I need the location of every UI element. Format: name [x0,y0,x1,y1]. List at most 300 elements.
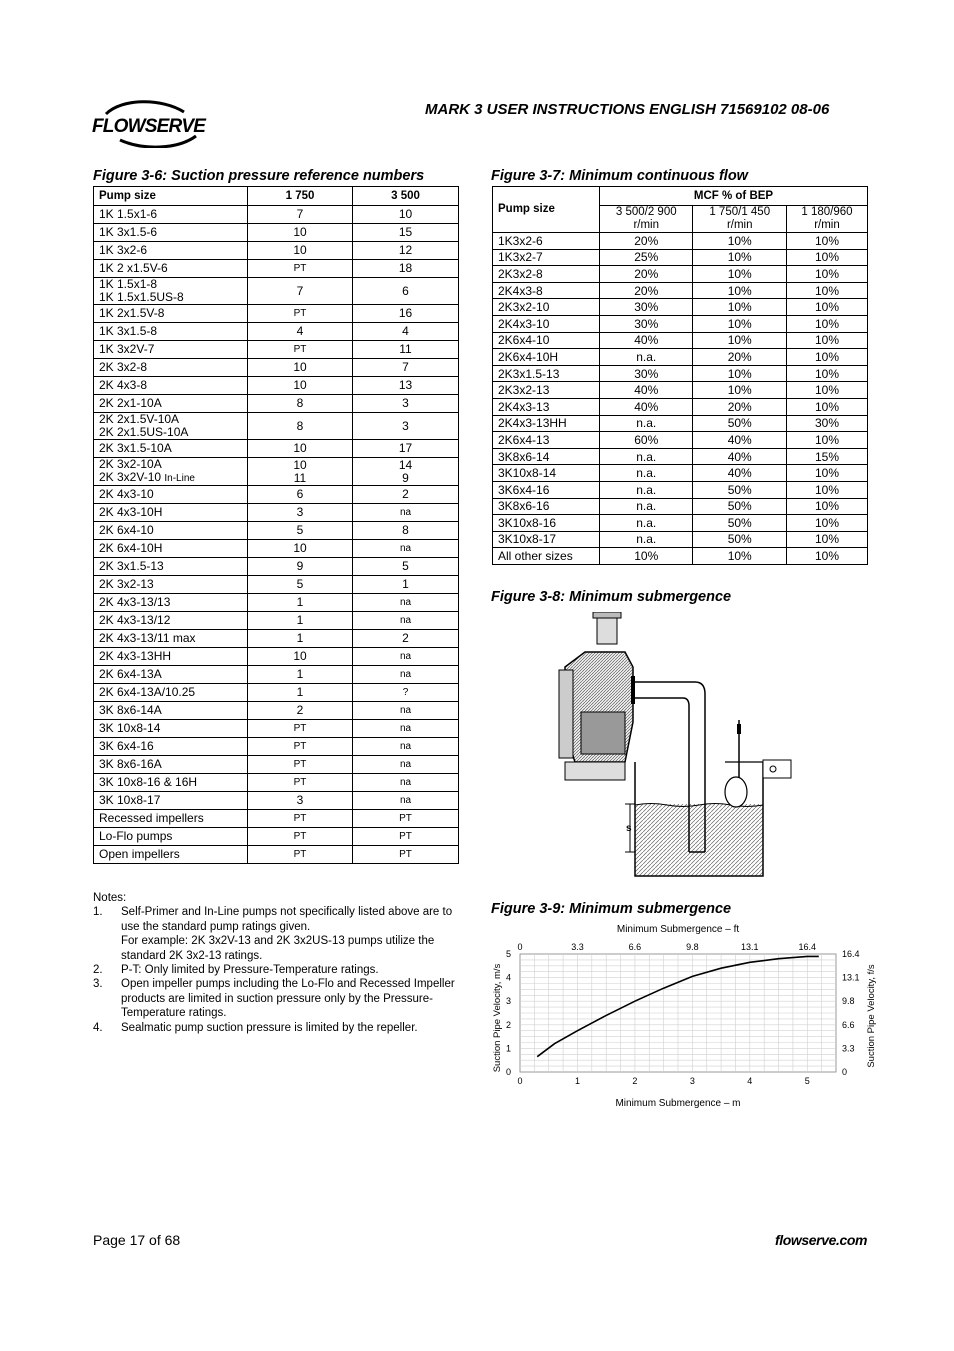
table-row [94,224,459,242]
cell-pump-size: 2K3x1.5-13 [493,365,600,382]
cell-3500 [353,666,459,684]
cell-mcf-value: 50% [693,515,786,532]
pump-size-text: 2K 4x3-10H [99,505,163,519]
table-row [493,233,868,250]
pump-size-text-2: 1K 1.5x1.5US-8 [99,290,184,304]
pump-size-text: Open impellers [99,847,180,861]
pump-size-text: 2K 4x3-13/12 [99,613,171,627]
cell-1750 [248,224,353,242]
pump-size-text: 2K 4x3-8 [99,378,148,392]
note-text: For example: 2K 3x2V-13 and 2K 3x2US-13 pumps utilize the standard 2K 3x2-13 ratings. [121,935,435,962]
cell-mcf-value: 30% [600,365,693,382]
cell-pump-size [94,395,248,413]
table-row [94,504,459,522]
cell-pump-size [94,756,248,774]
cell-pump-size [94,458,248,486]
table-row [94,612,459,630]
pump-size-text: 1K 3x1.5-8 [99,324,158,338]
cell-mcf-value: 30% [600,299,693,316]
cell-mcf-value: 10% [786,249,867,266]
cell-1750 [248,522,353,540]
cell-1750 [248,612,353,630]
pump-size-text: 2K 2x1-10A [99,396,162,410]
cell-3500 [353,458,459,486]
x-tick-label: 1 [574,1076,580,1086]
cell-value: na [399,615,412,626]
cell-value: 10 [293,360,307,374]
cell-value: 14 [398,457,413,472]
pump-size-text: 2K 6x4-13A [99,667,162,681]
cell-1750 [248,594,353,612]
cell-value: 6 [402,283,409,298]
notes-block [93,891,465,1035]
note-number: 3. [93,978,103,991]
cell-value: PT [293,723,307,734]
cell-3500 [353,594,459,612]
cell-1750 [248,458,353,486]
pump-size-text: 2K 4x3-13/13 [99,595,171,609]
cell-3500 [353,504,459,522]
page-number: Page 17 of 68 [93,1232,181,1248]
cell-1750 [248,774,353,792]
cell-1750 [248,323,353,341]
cell-pump-size: 2K4x3-13 [493,398,600,415]
table-row [94,630,459,648]
cell-value: PT [293,344,307,355]
cell-3500 [353,810,459,828]
cell-value: PT [293,849,307,860]
cell-pump-size: 3K8x6-14 [493,448,600,465]
logo-wordmark: FLOWSERVE [92,116,206,137]
y-tick-label: 3 [506,996,512,1007]
cell-pump-size [94,792,248,810]
cell-pump-size: 2K3x2-13 [493,382,600,399]
table-row [94,594,459,612]
cell-3500 [353,648,459,666]
cell-1750 [248,260,353,278]
cell-mcf-value: 10% [693,266,786,283]
cell-value: 8 [402,523,409,537]
pump-size-text: 1K 1.5x1-6 [99,207,158,221]
pump-body [559,612,633,780]
cell-pump-size: 3K10x8-17 [493,531,600,548]
cell-pump-size [94,242,248,260]
table-row [493,481,868,498]
note-number: 4. [93,1021,103,1034]
cell-value: 5 [296,523,304,537]
pump-size-text: 2K 2x1.5V-10A [99,412,180,426]
cell-mcf-value: 60% [600,432,693,449]
speed-label: 1 180/960 [801,206,853,218]
cell-pump-size [94,576,248,594]
cell-mcf-value: 10% [786,548,867,565]
cell-3500 [353,558,459,576]
y-axis-label: Suction Pipe Velocity, m/s [492,963,503,1073]
cell-mcf-value: 20% [600,233,693,250]
cell-pump-size: 2K6x4-10H [493,349,600,366]
cell-3500 [353,828,459,846]
cell-value: 7 [296,207,304,221]
tank [635,762,763,876]
cell-value: 11 [399,342,412,356]
submergence-diagram [555,612,825,882]
cell-mcf-value: 50% [693,531,786,548]
cell-value: 3 [296,793,304,807]
cell-mcf-value: 25% [600,249,693,266]
figure-3-8-title: Figure 3-8: Minimum submergence [491,589,732,605]
cell-value: 7 [402,360,409,374]
cell-value: 10 [293,457,307,472]
top-tick-label: 13.1 [741,942,759,952]
cell-3500 [353,341,459,359]
cell-pump-size [94,630,248,648]
cell-mcf-value: 10% [600,548,693,565]
cell-mcf-value: n.a. [600,465,693,482]
cell-pump-size: 2K4x3-13HH [493,415,600,432]
cell-value: 17 [398,441,413,455]
cell-3500 [353,846,459,864]
cell-pump-size: 3K10x8-16 [493,515,600,532]
cell-3500 [353,242,459,260]
cell-pump-size: 1K3x2-7 [493,249,600,266]
cell-value: na [399,723,412,734]
table-row [493,315,868,332]
cell-1750 [248,810,353,828]
pump-size-text: 1K 2x1.5V-8 [99,306,165,320]
cell-1750 [248,206,353,224]
cell-value: na [399,597,412,608]
chart-grid [520,954,836,1072]
cell-value: 9 [296,559,304,573]
cell-mcf-value: 20% [693,398,786,415]
document-header-title: MARK 3 USER INSTRUCTIONS ENGLISH 71569102 08-06 [425,101,830,118]
pump-size-text: 1K 3x2-6 [99,243,148,257]
col-header-speed [786,206,867,233]
cell-mcf-value: 50% [693,481,786,498]
pump-size-text: 3K 10x8-16 & 16H [99,775,198,789]
cell-mcf-value: 10% [786,398,867,415]
right-tick-label: 13.1 [842,972,860,983]
table-row [493,415,868,432]
note-text: P-T: Only limited by Pressure-Temperature ratings. [121,964,379,977]
col-header-3500: 3 500 [353,187,459,206]
pump-size-text: 1K 3x2V-7 [99,342,155,356]
top-tick-label: 16.4 [798,942,817,952]
cell-pump-size [94,540,248,558]
table-row [94,846,459,864]
table-row [94,413,459,440]
cell-pump-size [94,810,248,828]
right-tick-label: 16.4 [842,949,860,959]
footer-website: flowserve.com [775,1232,868,1248]
pump-size-text: 1K 3x1.5-6 [99,225,158,239]
cell-pump-size [94,260,248,278]
table-header-row [493,187,868,206]
cell-value: na [399,795,412,806]
cell-3500 [353,278,459,305]
table-row [94,774,459,792]
table-row [94,720,459,738]
cell-value: na [399,705,412,716]
cell-value: na [399,543,412,554]
note-text: Open impeller pumps including the Lo-Flo and Recessed Impeller products are limited in suction pressure only by the Pressure-Temperature ratings. [121,978,455,1020]
cell-value: ? [402,687,409,698]
cell-mcf-value: 10% [786,498,867,515]
table-row [94,810,459,828]
cell-value: 1 [296,685,304,699]
cell-1750 [248,576,353,594]
cell-1750 [248,630,353,648]
cell-mcf-value: 10% [786,432,867,449]
minimum-flow-table-body [493,233,868,565]
cell-1750 [248,395,353,413]
cell-pump-size [94,413,248,440]
cell-pump-size [94,377,248,395]
cell-1750 [248,540,353,558]
float-switch [725,720,791,807]
cell-value: 3 [402,396,409,410]
cell-pump-size [94,774,248,792]
cell-pump-size [94,828,248,846]
table-row [94,756,459,774]
cell-mcf-value: 10% [693,282,786,299]
table-row [493,249,868,266]
pump-size-text: 2K 6x4-10H [99,541,163,555]
table-row [94,377,459,395]
cell-value: 10 [293,441,307,455]
pump-size-text: 3K 10x8-14 [99,721,161,735]
cell-mcf-value: 40% [693,448,786,465]
cell-1750 [248,341,353,359]
cell-1750 [248,648,353,666]
cell-3500 [353,738,459,756]
table-row [94,522,459,540]
note-item [93,963,465,977]
cell-value: na [399,651,412,662]
table-row [94,458,459,486]
pump-size-text: 3K 6x4-16 [99,739,154,753]
cell-value: na [399,669,412,680]
cell-3500 [353,413,459,440]
right-tick-label: 9.8 [842,996,855,1007]
cell-mcf-value: 20% [693,349,786,366]
pump-size-text: 2K 3x2-10A [99,457,162,471]
cell-1750 [248,684,353,702]
cell-pump-size [94,323,248,341]
table-row [94,738,459,756]
note-text: Self-Primer and In-Line pumps not specifically listed above are to use the standard pump ratings given. [121,906,453,933]
cell-value: 1 [296,631,304,645]
note-number: 2. [93,964,103,977]
cell-value: 1 [296,613,304,627]
figure-3-6-title: Figure 3-6: Suction pressure reference numbers [93,168,425,184]
pump-size-text: 2K 3x2-8 [99,360,148,374]
cell-value: 3 [402,418,409,433]
y-tick-label: 2 [506,1019,512,1030]
cell-value: PT [399,849,412,860]
table-row [94,323,459,341]
cell-pump-size: 3K10x8-14 [493,465,600,482]
table-row [493,382,868,399]
cell-mcf-value: 15% [786,448,867,465]
cell-value: 2 [296,703,304,717]
cell-mcf-value: 20% [600,282,693,299]
cell-value: 5 [296,577,304,591]
cell-3500 [353,540,459,558]
cell-mcf-value: 10% [693,365,786,382]
cell-3500 [353,260,459,278]
cell-mcf-value: 10% [693,382,786,399]
x-tick-label: 4 [747,1076,753,1086]
table-row [493,349,868,366]
pump-size-text: 3K 10x8-17 [99,793,161,807]
cell-value: 1 [402,577,409,591]
cell-3500 [353,323,459,341]
table-row [493,515,868,532]
cell-3500 [353,684,459,702]
speed-unit: r/min [814,219,840,231]
cell-mcf-value: 40% [693,465,786,482]
cell-mcf-value: n.a. [600,448,693,465]
table-row [94,278,459,305]
x-tick-label: 2 [632,1076,638,1086]
col-header-pump-size: Pump size [493,187,600,233]
table-row [94,206,459,224]
cell-pump-size [94,206,248,224]
pump-size-text: Lo-Flo pumps [99,829,173,843]
cell-pump-size [94,278,248,305]
cell-mcf-value: 20% [600,266,693,283]
pump-size-text: 2K 6x4-10 [99,523,154,537]
cell-value-2: 9 [402,470,409,485]
top-tick-label: 3.3 [571,942,584,952]
cell-mcf-value: 10% [786,332,867,349]
cell-1750 [248,702,353,720]
minimum-flow-table [492,186,868,565]
cell-3500 [353,206,459,224]
table-row [493,398,868,415]
pump-size-text: 2K 6x4-13A/10.25 [99,685,196,699]
cell-3500 [353,522,459,540]
cell-3500 [353,395,459,413]
speed-unit: r/min [726,219,753,231]
cell-1750 [248,828,353,846]
suction-pressure-table-body [94,206,459,864]
cell-mcf-value: 10% [786,266,867,283]
right-tick-label: 3.3 [842,1043,855,1054]
cell-mcf-value: n.a. [600,531,693,548]
note-number: 1. [93,906,103,919]
cell-mcf-value: 40% [600,398,693,415]
cell-value: na [399,759,412,770]
table-row [94,828,459,846]
table-row [493,282,868,299]
cell-value: na [399,507,412,518]
cell-value: 5 [402,559,409,573]
table-row [493,332,868,349]
cell-mcf-value: 10% [786,515,867,532]
cell-value: 2 [402,631,409,645]
speed-label: 3 500/2 900 [615,206,677,218]
cell-pump-size [94,522,248,540]
cell-1750 [248,720,353,738]
cell-3500 [353,774,459,792]
cell-pump-size: 2K3x2-10 [493,299,600,316]
cell-3500 [353,486,459,504]
notes-title: Notes: [93,892,127,904]
y-tick-label: 1 [506,1043,512,1054]
pump-size-text: 2K 4x3-10 [99,487,154,501]
cell-pump-size [94,504,248,522]
y-tick-label: 4 [506,972,512,983]
cell-1750 [248,242,353,260]
cell-value: 10 [398,207,413,221]
pump-size-text: 2K 4x3-13HH [99,649,172,663]
cell-value: PT [399,813,412,824]
cell-value: 1 [296,595,304,609]
table-row [493,465,868,482]
cell-mcf-value: 10% [786,465,867,482]
pump-size-text: 2K 3x1.5-13 [99,559,164,573]
cell-1750 [248,558,353,576]
cell-value: 13 [398,378,413,392]
cell-value: 12 [398,243,413,257]
cell-mcf-value: 10% [786,233,867,250]
cell-value: 8 [296,418,304,433]
cell-pump-size: 2K4x3-10 [493,315,600,332]
cell-mcf-value: 10% [786,365,867,382]
table-row [94,666,459,684]
cell-pump-size [94,305,248,323]
cell-value: 1 [296,667,304,681]
cell-value: 3 [296,505,304,519]
submergence-chart [488,918,884,1114]
table-row [94,395,459,413]
cell-1750 [248,440,353,458]
cell-3500 [353,720,459,738]
note-item [93,977,465,1020]
table-row [493,448,868,465]
cell-value: PT [293,741,307,752]
top-tick-label: 6.6 [628,942,642,952]
cell-1750 [248,756,353,774]
cell-mcf-value: n.a. [600,515,693,532]
suction-pressure-table [93,186,459,864]
cell-value: 16 [398,306,413,320]
cell-mcf-value: 10% [786,481,867,498]
cell-pump-size [94,359,248,377]
cell-3500 [353,305,459,323]
cell-value: PT [293,813,307,824]
cell-3500 [353,756,459,774]
right-tick-label: 6.6 [842,1019,855,1030]
cell-3500 [353,792,459,810]
figure-3-9-title: Figure 3-9: Minimum submergence [491,901,732,917]
cell-pump-size: All other sizes [493,548,600,565]
cell-pump-size: 2K3x2-8 [493,266,600,283]
cell-mcf-value: 50% [693,415,786,432]
cell-mcf-value: n.a. [600,349,693,366]
figure-3-7-title: Figure 3-7: Minimum continuous flow [491,168,748,184]
pump-size-text-2: 2K 3x2V-10 [99,470,162,484]
cell-3500 [353,377,459,395]
cell-mcf-value: 10% [693,332,786,349]
cell-pump-size [94,702,248,720]
cell-pump-size [94,612,248,630]
pump-size-text: 1K 2 x1.5V-6 [99,261,168,275]
cell-1750 [248,377,353,395]
cell-value-2: 11 [293,470,307,485]
